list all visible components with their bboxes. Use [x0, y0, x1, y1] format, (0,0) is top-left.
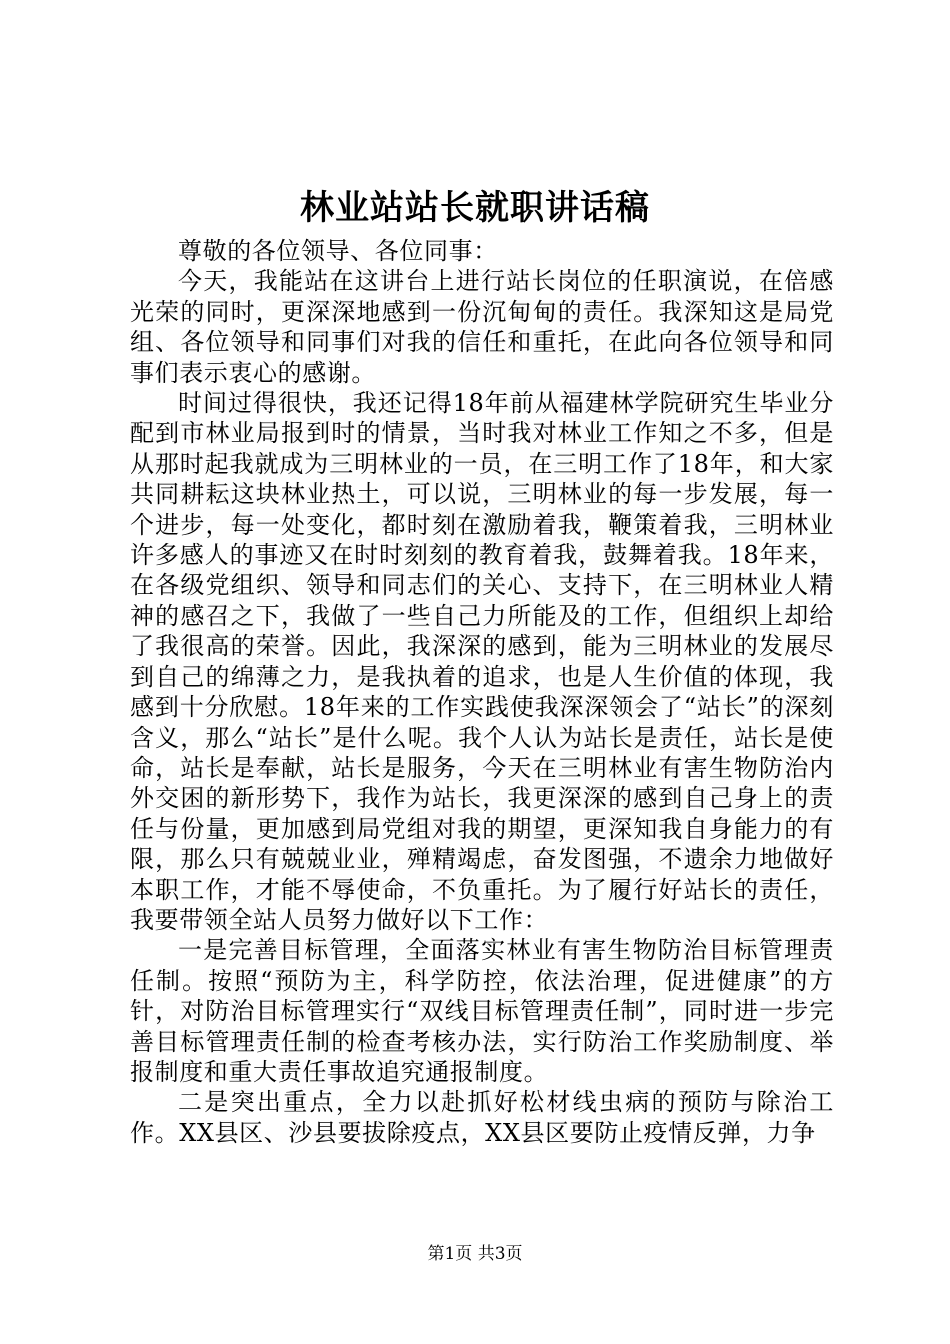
page-number-footer: 第1页 共3页	[427, 1244, 523, 1264]
body-paragraph: 一是完善目标管理，全面落实林业有害生物防治目标管理责任制。按照“预防为主，科学防控，依法治理，促进健康”的方针，对防治目标管理实行“双线目标管理责任制”，同时进一步完善目标管理责任制的检查考核办法，实行防治工作奖励制度、举报制度和重大责任事故追究通报制度。	[130, 936, 834, 1086]
body-paragraph: 时间过得很快，我还记得18年前从福建林学院研究生毕业分配到市林业局报到时的情景，当时我对林业工作知之不多，但是从那时起我就成为三明林业的一员，在三明工作了18年，和大家共同耕耘这块林业热土，可以说，三明林业的每一步发展，每一个进步，每一处变化，都时刻在激励着我，鞭策着我，三明林业许多感人的事迹又在时时刻刻的教育着我，鼓舞着我。18年来，在各级党组织、领导和同志们的关心、支持下，在三明林业人精神的感召之下，我做了一些自己力所能及的工作，但组织上却给了我很高的荣誉。因此，我深深的感到，能为三明林业的发展尽到自己的绵薄之力，是我执着的追求，也是人生价值的体现，我感到十分欣慰。18年来的工作实践使我深深领会了“站长”的深刻含义，那么“站长”是什么呢。我个人认为站长是责任，站长是使命，站长是奉献，站长是服务，今天在三明林业有害生物防治内外交困的新形势下，我作为站长，我更深深的感到自己身上的责任与份量，更加感到局党组对我的期望，更深知我自身能力的有限，那么只有兢兢业业，殚精竭虑，奋发图强，不遗余力地做好本职工作，才能不辱使命，不负重托。为了履行好站长的责任，我要带领全站人员努力做好以下工作：	[130, 389, 834, 934]
body-paragraph: 二是突出重点，全力以赴抓好松材线虫病的预防与除治工作。XX县区、沙县要拔除疫点，XX县区要防止疫情反弹，力争	[130, 1088, 834, 1147]
document-body	[130, 236, 834, 1148]
document-title: 林业站站长就职讲话稿	[300, 188, 650, 228]
body-paragraph: 今天，我能站在这讲台上进行站长岗位的任职演说，在倍感光荣的同时，更深深地感到一份沉甸甸的责任。我深知这是局党组、各位领导和同事们对我的信任和重托，在此向各位领导和同事们表示衷心的感谢。	[130, 267, 834, 387]
salutation-paragraph: 尊敬的各位领导、各位同事：	[178, 237, 498, 265]
